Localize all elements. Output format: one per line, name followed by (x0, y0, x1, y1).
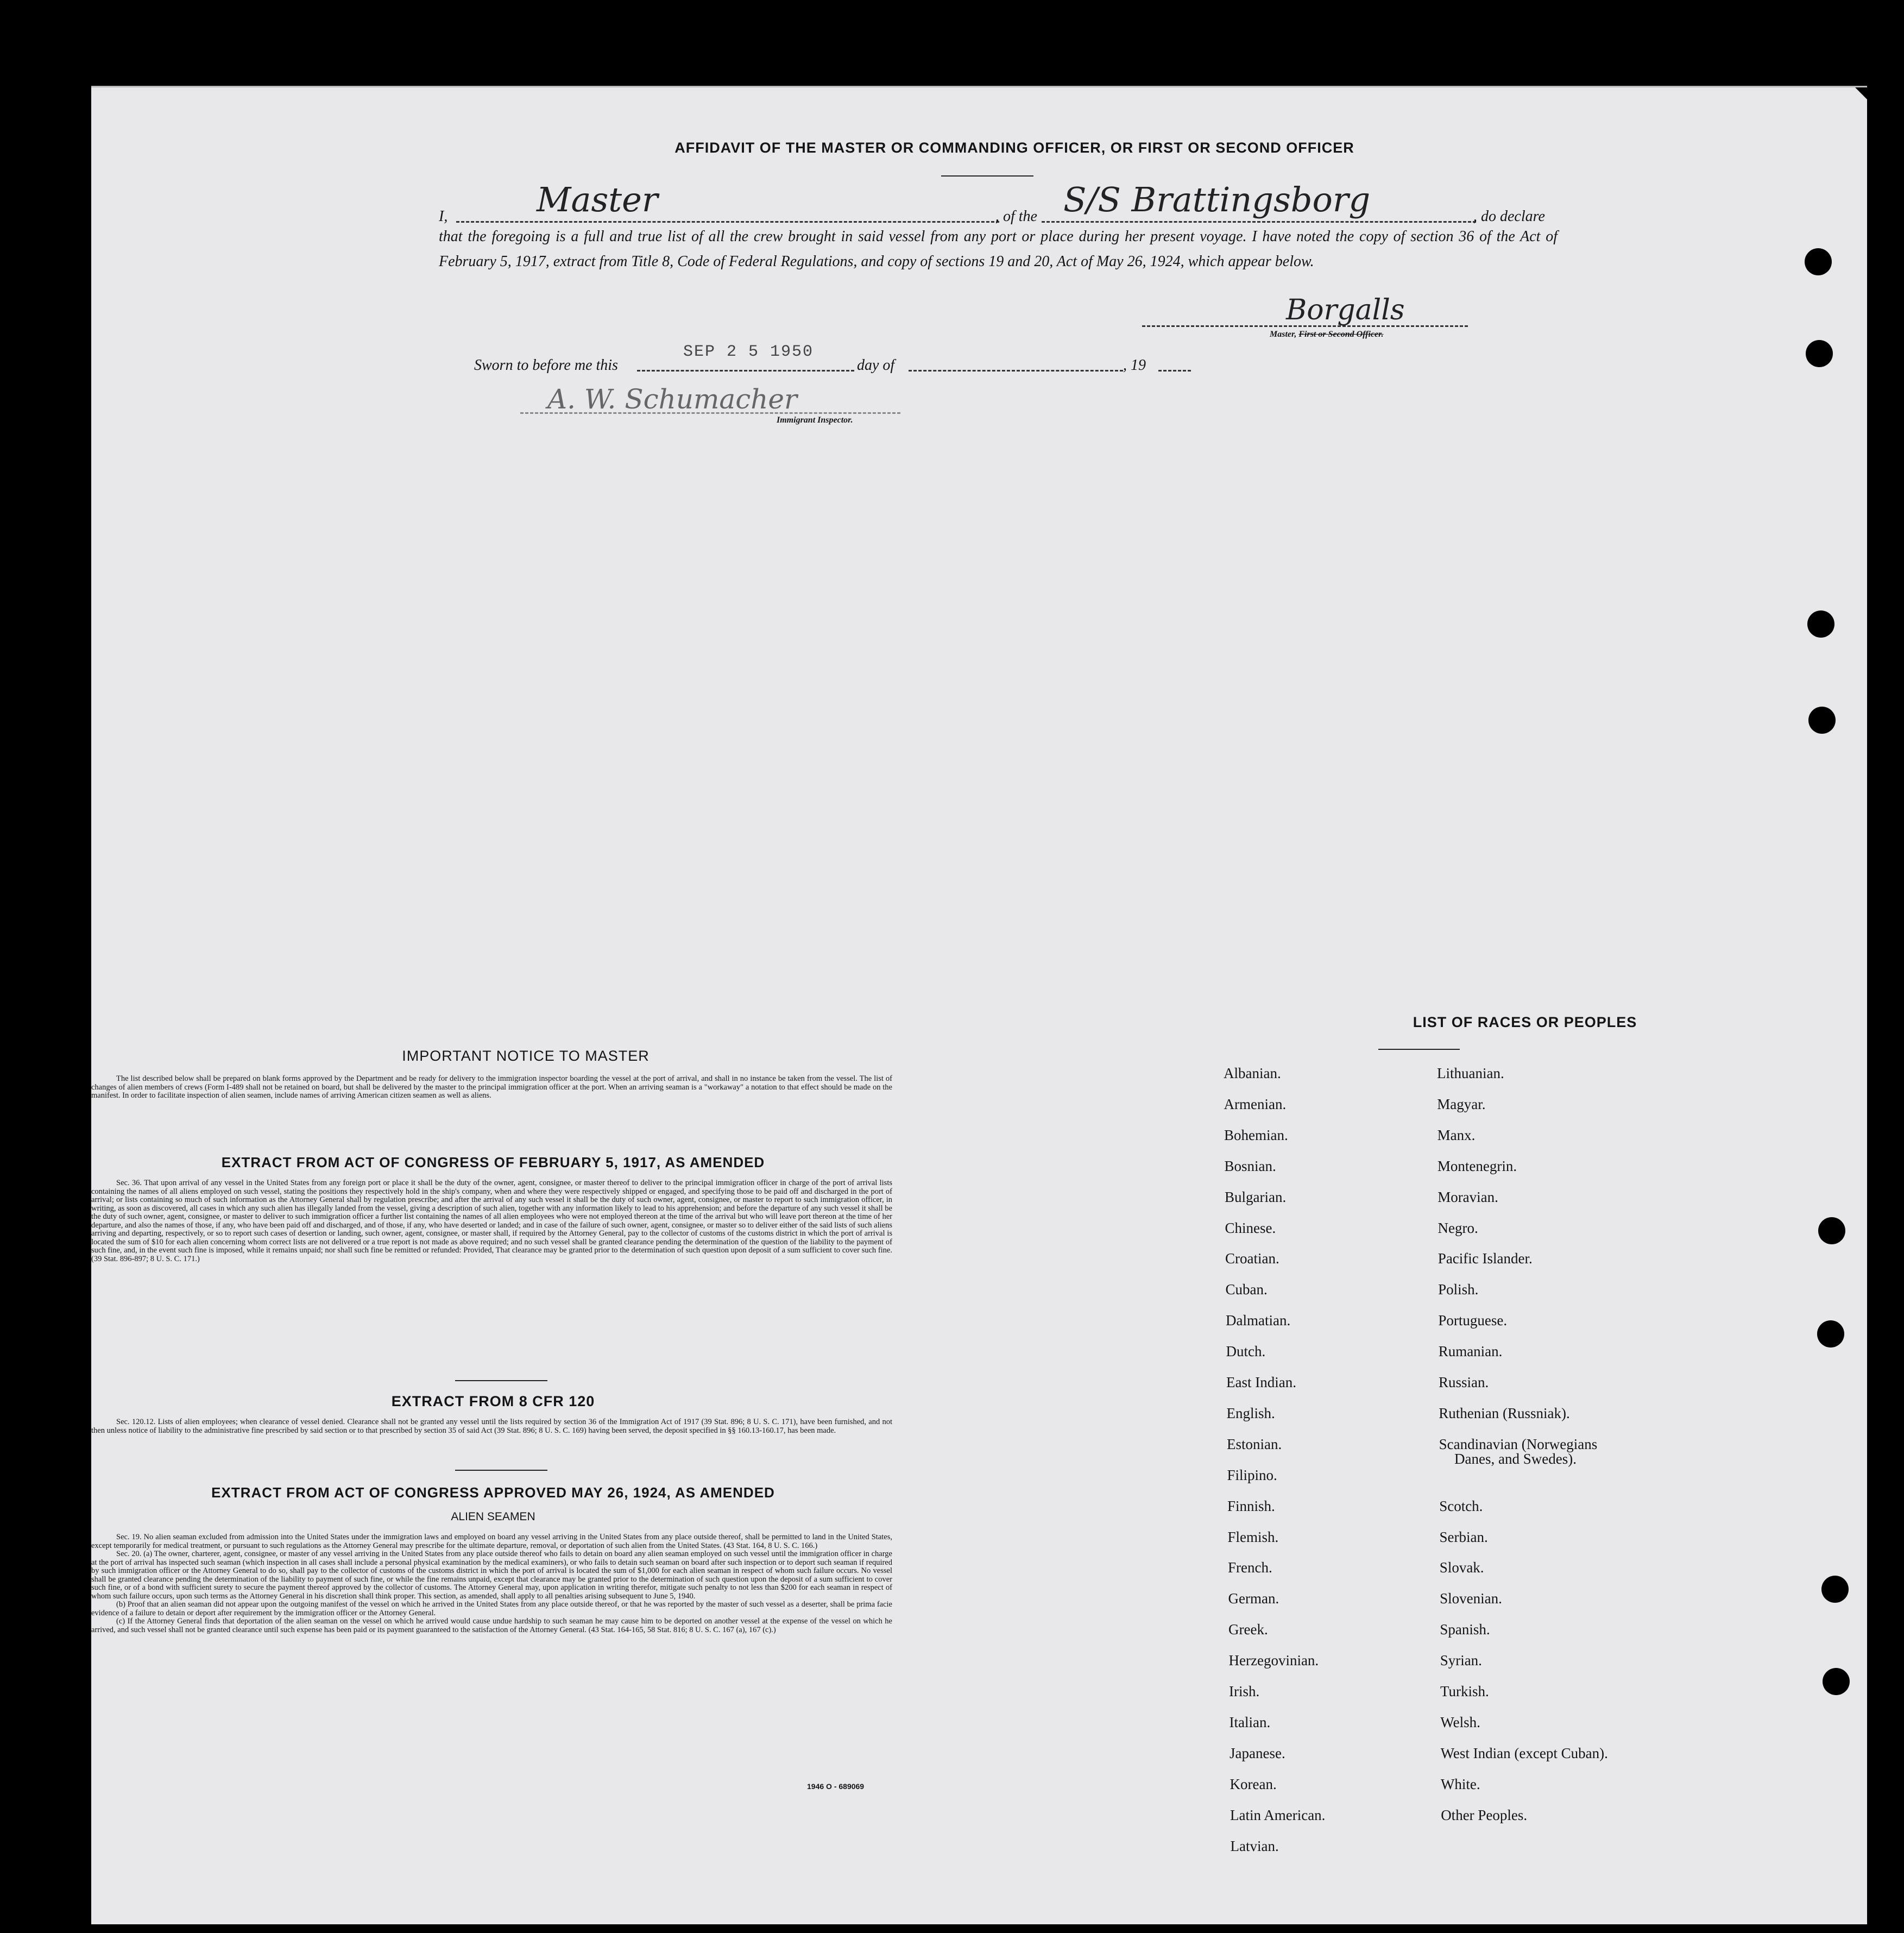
affidavit-title: AFFIDAVIT OF THE MASTER OR COMMANDING OFFICER, OR FIRST OR SECOND OFFICER (674, 140, 1354, 156)
punch-hole (1821, 1576, 1849, 1603)
race-item: Flemish. (1227, 1528, 1279, 1545)
race-item: Russian. (1439, 1374, 1489, 1390)
race-item: Herzegovinian. (1228, 1652, 1319, 1669)
race-item: Moravian. (1438, 1188, 1498, 1205)
declare-label: , do declare (1473, 208, 1545, 225)
race-item: Polish. (1438, 1281, 1479, 1298)
race-item: Estonian. (1227, 1435, 1282, 1452)
struck-label: First or Second Officer. (1298, 330, 1384, 339)
race-item: Greek. (1228, 1621, 1268, 1638)
punch-hole (1818, 1217, 1845, 1244)
race-item: Turkish. (1440, 1683, 1489, 1699)
race-item: Irish. (1229, 1683, 1260, 1699)
vessel-name: S/S Brattingsborg (1063, 180, 1371, 219)
race-item: Scandinavian (Norwegians (1439, 1435, 1598, 1452)
extract-1924-subtitle: ALIEN SEAMEN (451, 1510, 535, 1523)
race-item: Ruthenian (Russniak). (1439, 1405, 1570, 1421)
race-item: Other Peoples. (1441, 1806, 1528, 1823)
date-stamp: SEP 2 5 1950 (683, 343, 814, 361)
race-item: Croatian. (1225, 1250, 1279, 1267)
year-line (1158, 370, 1191, 372)
race-item: French. (1228, 1559, 1272, 1576)
race-item: Italian. (1229, 1714, 1271, 1730)
race-item: Chinese. (1225, 1219, 1276, 1236)
race-item: English. (1226, 1405, 1275, 1421)
race-item: Cuban. (1225, 1281, 1268, 1298)
sworn-label: Sworn to before me this (474, 357, 618, 374)
race-item: White. (1440, 1775, 1480, 1792)
sworn-day-line (637, 370, 854, 372)
inspector-signature: A. W. Schumacher (547, 383, 797, 415)
sec-20c: (c) If the Attorney General finds that deportation of the alien seaman on the vessel on which he arrived would cause undue hardship to such seaman he may cause him to be deported on another vessel at the expense of the vessel on which he arrived, and such vessel shall not be granted clearance until such expense has been paid or its payment guaranteed to the satisfaction of the Attorney General. (43 Stat. 164-165, 58 Stat. 816; 8 U. S. C. 167 (a), 167 (c).) (91, 1617, 892, 1634)
race-item: East Indian. (1226, 1374, 1296, 1390)
race-item: Scotch. (1439, 1497, 1483, 1514)
inspector-label: Immigrant Inspector. (777, 415, 853, 425)
section-rule (455, 1470, 547, 1471)
sec-20b: (b) Proof that an alien seaman did not appear upon the outgoing manifest of the vessel on which he arrived in the United States from any place outside thereof, or that he was reported by the master of such vessel as a deserter, shall be prima facie evidence of a failure to detain or deport after requirement by the immigration officer or the Attorney General. (91, 1600, 892, 1617)
race-item: Latin American. (1230, 1806, 1326, 1823)
races-title: LIST OF RACES OR PEOPLES (1413, 1014, 1637, 1030)
day-of-label: day of (857, 357, 895, 374)
race-item: Bosnian. (1224, 1157, 1276, 1174)
extract-cfr-title: EXTRACT FROM 8 CFR 120 (391, 1393, 595, 1409)
race-item: Rumanian. (1438, 1343, 1503, 1360)
of-the-label: , of the (995, 208, 1037, 225)
punch-hole (1823, 1668, 1850, 1695)
race-item: Portuguese. (1438, 1312, 1508, 1329)
race-item: Slovak. (1439, 1559, 1484, 1576)
inspector-line (520, 412, 900, 414)
extract-1924-sections (91, 1533, 892, 1634)
race-item: West Indian (except Cuban). (1440, 1745, 1608, 1761)
race-item: Welsh. (1440, 1714, 1480, 1730)
extract-1924-title: EXTRACT FROM ACT OF CONGRESS APPROVED MAY 26, 1924, AS AMENDED (211, 1484, 775, 1501)
section-rule (455, 1380, 547, 1381)
punch-hole (1806, 340, 1833, 367)
day-of-line (909, 370, 1123, 372)
race-item: Montenegrin. (1437, 1157, 1517, 1174)
race-item: Spanish. (1440, 1621, 1490, 1638)
race-item: Negro. (1438, 1219, 1478, 1236)
extract-1917-body: Sec. 36. That upon arrival of any vessel in the United States from any foreign port or place it shall be the duty of the owner, agent, consignee, or master thereof to deliver to the principal immigration officer in charge of the port of arrival lists containing the names of all aliens employed on such vessel, stating the positions they respectively hold in the ship's company, when and where they were respectively shipped or engaged, and specifying those to be paid off and discharged in the port of arrival; or lists containing so much of such information as the Attorney General shall by regulation prescribe; and after the arrival of any such vessel it shall be the duty of such owner, agent, consignee, or master to report to such immigration officer, in writing, as soon as discovered, all cases in which any such alien has illegally landed from the vessel, giving a description of such alien, together with any information likely to lead to his apprehension; and before the departure of any such vessel it shall be the duty of such owner, agent, consignee, or master to deliver to such immigration officer a further list containing the names of all alien employees who were not employed thereon at the time of the arrival but who will leave port thereon at the time of her departure, and also the names of those, if any, who have been paid off and discharged, and of those, if any, who have deserted or landed; and in case of the failure of such owner, agent, consignee, or master so to deliver either of the said lists of such aliens arriving and departing, respectively, or so to report such cases of desertion or landing, such owner, agent, consignee, or master shall, if required by the Attorney General, pay to the collector of customs of the customs district in which the port of arrival is located the sum of $10 for each alien concerning whom correct lists are not delivered or a true report is not made as above required; and no such vessel shall be granted clearance pending the determination of the question of the liability to the payment of such fine, and, in the event such fine is imposed, while it remains unpaid; nor shall such fine be remitted or refunded: Provided, That clearance may be granted prior to the determination of such question upon deposit of a sum sufficient to cover such fine. (39 Stat. 896-897; 8 U. S. C. 171.) (91, 1179, 892, 1263)
sec-19: Sec. 19. No alien seaman excluded from admission into the United States under the immigration laws and employed on board any vessel arriving in the United States from any place outside thereof, shall be permitted to land in the United States, except temporarily for medical treatment, or pursuant to such regulations as the Attorney General may prescribe for the ultimate departure, removal, or deportation of such alien from the United States. (43 Stat. 164, 8 U. S. C. 166.) (91, 1533, 892, 1550)
race-item: Danes, and Swedes). (1454, 1450, 1577, 1467)
punch-hole (1805, 248, 1832, 275)
notice-body: The list described below shall be prepared on blank forms approved by the Department and be ready for delivery to the immigration inspector boarding the vessel at the port of arrival, and shall in no instance be taken from the vessel. The list of changes of alien members of crews (Form I-489 shall not be retained on board, but shall be delivered by the master to the principal immigration officer at the port. When an arriving seaman is a "workaway" a notation to that effect should be made on the manifest. In order to facilitate inspection of alien seamen, include names of arriving American citizen seamen as well as aliens. (91, 1074, 892, 1100)
year-label: , 19 (1123, 357, 1146, 374)
races-rule (1378, 1049, 1460, 1050)
master-label: Master, First or Second Officer. (1270, 330, 1384, 339)
race-item: Pacific Islander. (1438, 1250, 1533, 1267)
race-item: Dalmatian. (1226, 1312, 1291, 1329)
punch-hole (1808, 707, 1836, 734)
race-item: Syrian. (1440, 1652, 1482, 1669)
sec-20a: Sec. 20. (a) The owner, charterer, agent, consignee, or master of any vessel arriving in the United States from any place outside thereof who fails to detain on board any alien seaman employed on such vessel until the immigration officer in charge at the port of arrival has inspected such seaman (which inspection in all cases shall include a personal physical examination by the medical examiners), or who fails to detain such seaman on board after such inspection or to deport such seaman if required by such immigration officer or the Attorney General to do so, shall pay to the collector of customs of the customs district in which the port of arrival is located the sum of $1,000 for each alien seaman in respect of whom such failure occurs. No vessel shall be granted clearance pending the determination of the liability to payment of such fine, or while the fine remains unpaid, except that clearance may be granted prior to the determination of such question upon the deposit of a sum sufficient to cover such fine, or of a bond with sufficient surety to secure the payment thereof approved by the collector of customs. The Attorney General may, upon application in writing therefor, mitigate such penalty to not less than $200 for each seaman in respect of whom such failure occurs, upon such terms as the Attorney General in his discretion shall think proper. This section, as amended, shall apply to all penalties arising subsequent to June 5, 1940. (91, 1550, 892, 1601)
race-item: Albanian. (1224, 1065, 1281, 1081)
page-corner-cut (1855, 87, 1867, 99)
race-item: Bulgarian. (1225, 1188, 1287, 1205)
race-item: German. (1228, 1590, 1279, 1607)
race-item: Latvian. (1230, 1837, 1279, 1854)
extract-1917-title: EXTRACT FROM ACT OF CONGRESS OF FEBRUARY 5, 1917, AS AMENDED (221, 1154, 765, 1170)
race-item: Lithuanian. (1437, 1065, 1504, 1081)
officer-name: Master (537, 180, 658, 219)
affidavit-body: that the foregoing is a full and true list of all the crew brought in said vessel from any port or place during her present voyage. I have noted the copy of section 36 of the Act of February 5, 1917, extract from Title 8, Code of Federal Regulations, and copy of sections 19 and 20, Act of May 26, 1924, which appear below. (439, 228, 1558, 270)
notice-title: IMPORTANT NOTICE TO MASTER (402, 1048, 650, 1064)
punch-hole (1817, 1320, 1844, 1348)
title-rule (941, 175, 1033, 177)
print-code: 1946 O - 689069 (807, 1782, 865, 1791)
race-item: Serbian. (1439, 1528, 1488, 1545)
extract-cfr-body: Sec. 120.12. Lists of alien employees; when clearance of vessel denied. Clearance shall not be granted any vessel until the lists required by section 36 of the Immigration Act of 1917 (39 Stat. 896; 8 U. S. C. 171), have been furnished, and not then unless notice of liability to the administrative fine prescribed by said section or to that prescribed by section 35 of said Act (39 Stat. 896; 8 U. S. C. 169) having been served, the deposit specified in §§ 160.13-160.17, has been made. (91, 1418, 892, 1435)
i-label: I, (439, 208, 448, 225)
race-item: Korean. (1230, 1775, 1277, 1792)
race-item: Japanese. (1230, 1745, 1285, 1761)
race-item: Bohemian. (1224, 1126, 1288, 1143)
master-signature: Borgalls (1286, 294, 1405, 326)
race-item: Magyar. (1437, 1095, 1486, 1112)
race-item: Armenian. (1224, 1095, 1287, 1112)
vessel-name-line (1042, 221, 1476, 223)
race-item: Slovenian. (1440, 1590, 1502, 1607)
officer-name-line (456, 221, 999, 223)
race-item: Finnish. (1227, 1497, 1275, 1514)
race-item: Manx. (1437, 1126, 1476, 1143)
document-page (91, 86, 1867, 1924)
race-item: Filipino. (1227, 1466, 1277, 1483)
punch-hole (1807, 610, 1834, 638)
race-item: Dutch. (1226, 1343, 1266, 1360)
